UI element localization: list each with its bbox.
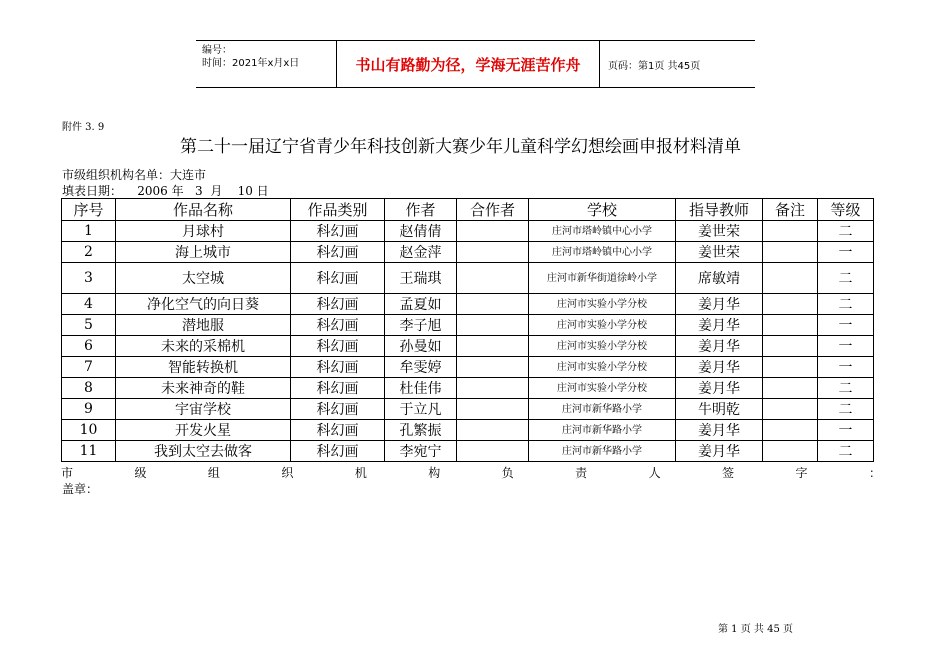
table-cell [457, 441, 529, 462]
attachment-label: 附件 3. 9 [62, 122, 105, 133]
table-cell: 10 [62, 420, 116, 441]
signature-char: 字 [795, 466, 808, 480]
table-cell: 科幻画 [291, 294, 385, 315]
table-cell: 庄河市实验小学分校 [529, 378, 676, 399]
header-page-info: 页码：第1页 共45页 [608, 60, 701, 72]
table-cell: 3 [62, 263, 116, 294]
org-line: 市级组织机构名单：大连市 [62, 168, 207, 182]
table-cell: 姜月华 [676, 441, 763, 462]
column-header: 序号 [62, 199, 116, 221]
table-cell [457, 221, 529, 242]
header-meta [196, 41, 336, 87]
table-cell: 6 [62, 336, 116, 357]
table-cell: 科幻画 [291, 315, 385, 336]
table-cell: 李宛宁 [385, 441, 457, 462]
submission-table [61, 198, 874, 462]
table-header-row [62, 199, 874, 221]
table-cell: 一 [818, 357, 874, 378]
table-cell: 月球村 [116, 221, 291, 242]
column-header: 作品名称 [116, 199, 291, 221]
table-cell: 杜佳伟 [385, 378, 457, 399]
date-line: 填表日期： 2006 年 3 月 10 日 [62, 184, 269, 198]
table-cell [763, 294, 818, 315]
signature-char: 构 [428, 466, 441, 480]
signature-char: ： [868, 466, 881, 480]
table-cell: 席敏靖 [676, 263, 763, 294]
table-cell: 孔繁振 [385, 420, 457, 441]
table-cell: 净化空气的向日葵 [116, 294, 291, 315]
table-cell: 姜月华 [676, 294, 763, 315]
table-cell [457, 357, 529, 378]
table-cell: 一 [818, 336, 874, 357]
column-header: 作者 [385, 199, 457, 221]
table-cell [763, 378, 818, 399]
signature-char: 级 [134, 466, 147, 480]
table-cell [457, 263, 529, 294]
table-row [62, 221, 874, 242]
header-motto: 书山有路勤为径，学海无涯苦作舟 [336, 41, 600, 87]
table-row [62, 315, 874, 336]
table-cell: 科幻画 [291, 378, 385, 399]
table-cell: 我到太空去做客 [116, 441, 291, 462]
table-cell: 太空城 [116, 263, 291, 294]
table-cell: 11 [62, 441, 116, 462]
table-row [62, 441, 874, 462]
table-cell: 科幻画 [291, 221, 385, 242]
table-cell: 二 [818, 294, 874, 315]
column-header: 学校 [529, 199, 676, 221]
table-body [62, 221, 874, 462]
table-cell: 二 [818, 441, 874, 462]
table-cell [763, 221, 818, 242]
table-cell: 庄河市塔岭镇中心小学 [529, 221, 676, 242]
number-label: 编号： [202, 45, 232, 56]
table-cell [457, 336, 529, 357]
table-cell [763, 399, 818, 420]
table-cell: 科幻画 [291, 441, 385, 462]
table-cell: 赵金萍 [385, 242, 457, 263]
table-cell: 科幻画 [291, 242, 385, 263]
table-cell: 庄河市新华路小学 [529, 420, 676, 441]
time-label: 时间：2021年x月x日 [202, 58, 300, 69]
table-cell: 1 [62, 221, 116, 242]
table-cell: 一 [818, 242, 874, 263]
page-header [196, 40, 755, 88]
table-cell: 于立凡 [385, 399, 457, 420]
seal-label: 盖章： [62, 482, 99, 496]
table-cell: 孙曼如 [385, 336, 457, 357]
table-cell [457, 294, 529, 315]
table-cell: 庄河市塔岭镇中心小学 [529, 242, 676, 263]
table-cell: 9 [62, 399, 116, 420]
table-cell: 庄河市实验小学分校 [529, 315, 676, 336]
table-cell: 7 [62, 357, 116, 378]
table-cell: 未来的采棉机 [116, 336, 291, 357]
table-cell [457, 378, 529, 399]
table-row [62, 242, 874, 263]
table-cell: 海上城市 [116, 242, 291, 263]
table-cell: 庄河市实验小学分校 [529, 357, 676, 378]
signature-char: 人 [648, 466, 661, 480]
table-cell: 一 [818, 420, 874, 441]
table-cell [763, 242, 818, 263]
table-cell [457, 315, 529, 336]
table-cell [457, 399, 529, 420]
table-cell: 牛明乾 [676, 399, 763, 420]
table-cell: 姜世荣 [676, 221, 763, 242]
table-cell [763, 336, 818, 357]
table-cell [763, 441, 818, 462]
document-title: 第二十一届辽宁省青少年科技创新大赛少年儿童科学幻想绘画申报材料清单 [180, 137, 741, 157]
table-cell: 李子旭 [385, 315, 457, 336]
table-cell: 姜月华 [676, 315, 763, 336]
column-header: 指导教师 [676, 199, 763, 221]
table-cell: 一 [818, 315, 874, 336]
table-cell: 二 [818, 263, 874, 294]
table-cell: 智能转换机 [116, 357, 291, 378]
table-cell: 科幻画 [291, 263, 385, 294]
table-cell: 开发火星 [116, 420, 291, 441]
table-row [62, 263, 874, 294]
table-cell: 姜月华 [676, 357, 763, 378]
signature-line [61, 464, 881, 481]
table-cell [457, 420, 529, 441]
signature-char: 织 [281, 466, 294, 480]
table-cell: 牟雯婷 [385, 357, 457, 378]
table-cell: 二 [818, 378, 874, 399]
signature-char: 签 [722, 466, 735, 480]
table-cell: 姜月华 [676, 378, 763, 399]
signature-char: 市 [61, 466, 74, 480]
table-cell [763, 357, 818, 378]
table-cell: 姜月华 [676, 336, 763, 357]
table-row [62, 420, 874, 441]
signature-char: 机 [354, 466, 367, 480]
table-cell: 宇宙学校 [116, 399, 291, 420]
table-row [62, 399, 874, 420]
table-row [62, 357, 874, 378]
table-cell: 庄河市新华路小学 [529, 441, 676, 462]
table-cell: 姜世荣 [676, 242, 763, 263]
table-cell [763, 420, 818, 441]
signature-char: 负 [501, 466, 514, 480]
table-cell: 孟夏如 [385, 294, 457, 315]
table-cell: 4 [62, 294, 116, 315]
table-cell: 庄河市新华路小学 [529, 399, 676, 420]
page-footer: 第 1 页 共 45 页 [718, 624, 793, 635]
table-cell [457, 242, 529, 263]
table-cell: 8 [62, 378, 116, 399]
table-row [62, 336, 874, 357]
column-header: 合作者 [457, 199, 529, 221]
table-cell: 科幻画 [291, 420, 385, 441]
table-cell: 科幻画 [291, 336, 385, 357]
table-cell: 未来神奇的鞋 [116, 378, 291, 399]
column-header: 备注 [763, 199, 818, 221]
table-cell: 王瑞琪 [385, 263, 457, 294]
table-cell: 5 [62, 315, 116, 336]
table-cell: 2 [62, 242, 116, 263]
table-cell: 二 [818, 221, 874, 242]
table-cell: 姜月华 [676, 420, 763, 441]
signature-char: 责 [575, 466, 588, 480]
table-cell: 科幻画 [291, 399, 385, 420]
table-cell: 庄河市实验小学分校 [529, 336, 676, 357]
table-cell: 科幻画 [291, 357, 385, 378]
signature-char: 组 [207, 466, 220, 480]
table-cell: 二 [818, 399, 874, 420]
table-cell: 庄河市新华街道徐岭小学 [529, 263, 676, 294]
column-header: 作品类别 [291, 199, 385, 221]
table-cell [763, 263, 818, 294]
table-cell: 潜地服 [116, 315, 291, 336]
table-row [62, 294, 874, 315]
table-cell: 赵倩倩 [385, 221, 457, 242]
column-header: 等级 [818, 199, 874, 221]
table-row [62, 378, 874, 399]
table-cell: 庄河市实验小学分校 [529, 294, 676, 315]
table-cell [763, 315, 818, 336]
